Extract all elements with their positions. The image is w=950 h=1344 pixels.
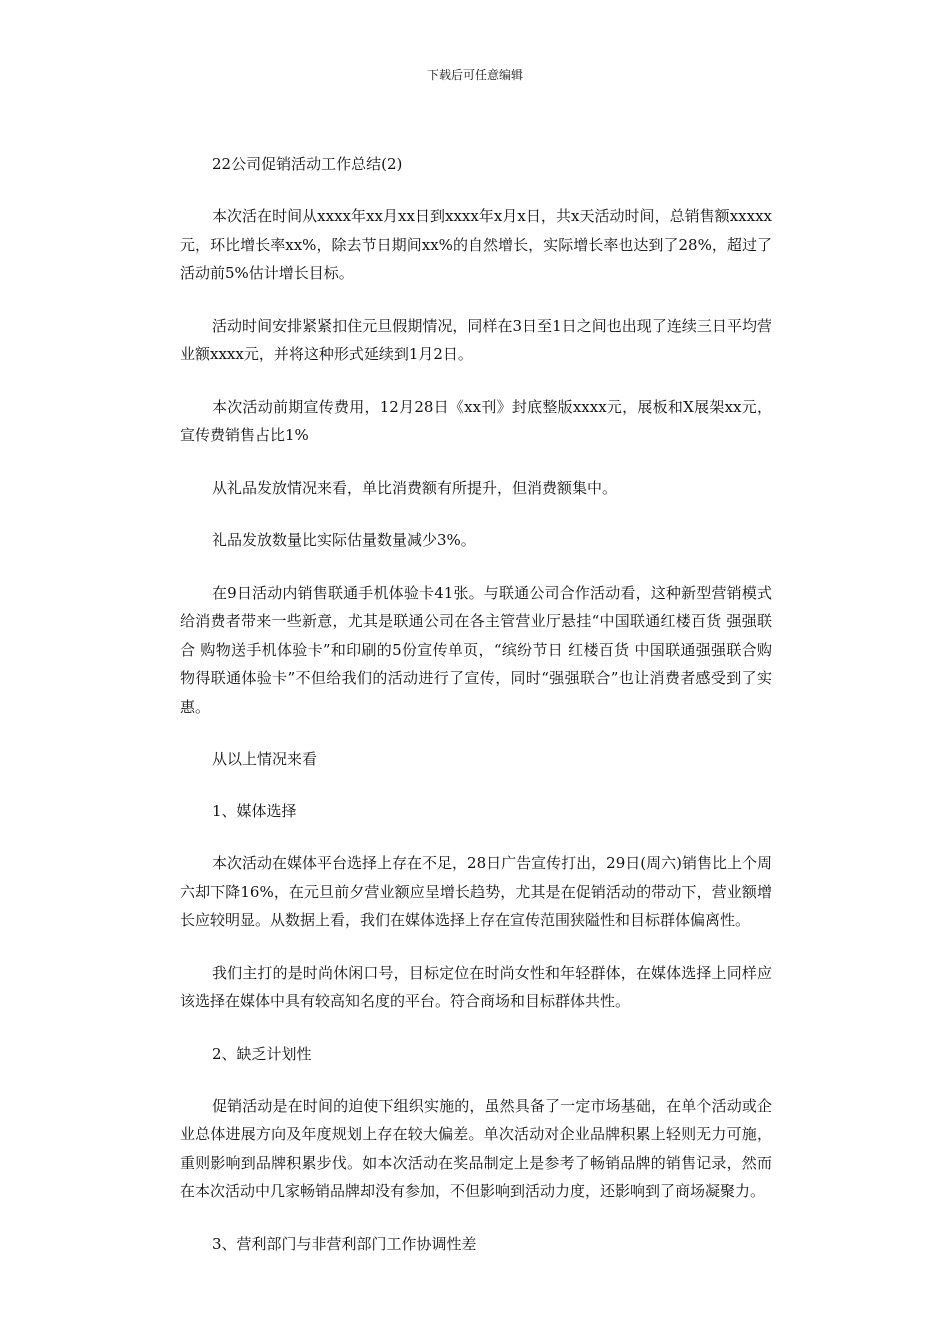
- summary-heading: 从以上情况来看: [212, 750, 318, 768]
- paragraph-activity-overview: 本次活在时间从xxxx年xx月xx日到xxxx年x月x日，共x天活动时间，总销售额xxxxx元，环比增长率xx%，除去节日期间xx%的自然增长，实际增长率也达到了28%，超过了活动前5%估计增长目标。: [180, 207, 772, 282]
- paragraph-gift-distribution: 从礼品发放情况来看，单比消费额有所提升，但消费额集中。: [212, 478, 618, 497]
- section-heading-media: 1、媒体选择: [212, 802, 297, 820]
- paragraph-activity-timing: 活动时间安排紧紧扣住元旦假期情况，同样在3日至1日之间也出现了连续三日平均营业额xxxx元，并将这种形式延续到1月2日。: [180, 316, 772, 363]
- paragraph-promotion-cost: 本次活动前期宣传费用，12月28日《xx刊》封底整版xxxx元，展板和X展架xx元，宣传费销售占比1%: [180, 397, 772, 444]
- paragraph-media-shortfall: 本次活动在媒体平台选择上存在不足，28日广告宣传打出，29日(周六)销售比上个周六却下降16%，在元旦前夕营业额应呈增长趋势，尤其是在促销活动的带动下，营业额增长应较明显。从数据上看，我们在媒体选择上存在宣传范围狭隘性和目标群体偏离性。: [180, 854, 772, 929]
- paragraph-gift-quantity: 礼品发放数量比实际估量数量减少3%。: [212, 531, 476, 549]
- paragraph-unicom-cooperation: 在9日活动内销售联通手机体验卡41张。与联通公司合作活动看，这种新型营销模式给消费者带来一些新意，尤其是联通公司在各主管营业厅悬挂“中国联通红楼百货 强强联合 购物送手机体验卡”和印刷的5份宣传单页，“缤纷节日 红楼百货 中国联通强强联合购物得联通体验卡”不但给我们的活动进行了宣传，同时“强强联合”也让消费者感受到了实惠。: [180, 583, 772, 716]
- section-heading-planning: 2、缺乏计划性: [212, 1044, 312, 1063]
- document-body: [180, 150, 772, 1282]
- page-header: 下载后可任意编辑: [426, 68, 523, 82]
- paragraph-planning-deviation: 促销活动是在时间的迫使下组织实施的，虽然具备了一定市场基础，在单个活动或企业总体进展方向及年度规划上存在较大偏差。单次活动对企业品牌积累上轻则无力可施，重则影响到品牌积累步伐。如本次活动在奖品制定上是参考了畅销品牌的销售记录，然而在本次活动中几家畅销品牌却没有参加，不但影响到活动力度，还影响到了商场凝聚力。: [180, 1096, 772, 1200]
- section-heading-coordination: 3、营利部门与非营利部门工作协调性差: [212, 1234, 477, 1253]
- document-title: 22公司促销活动工作总结(2): [212, 155, 403, 173]
- paragraph-media-target: 我们主打的是时尚休闲口号，目标定位在时尚女性和年轻群体，在媒体选择上同样应该选择在媒体中具有较高知名度的平台。符合商场和目标群体共性。: [180, 963, 772, 1010]
